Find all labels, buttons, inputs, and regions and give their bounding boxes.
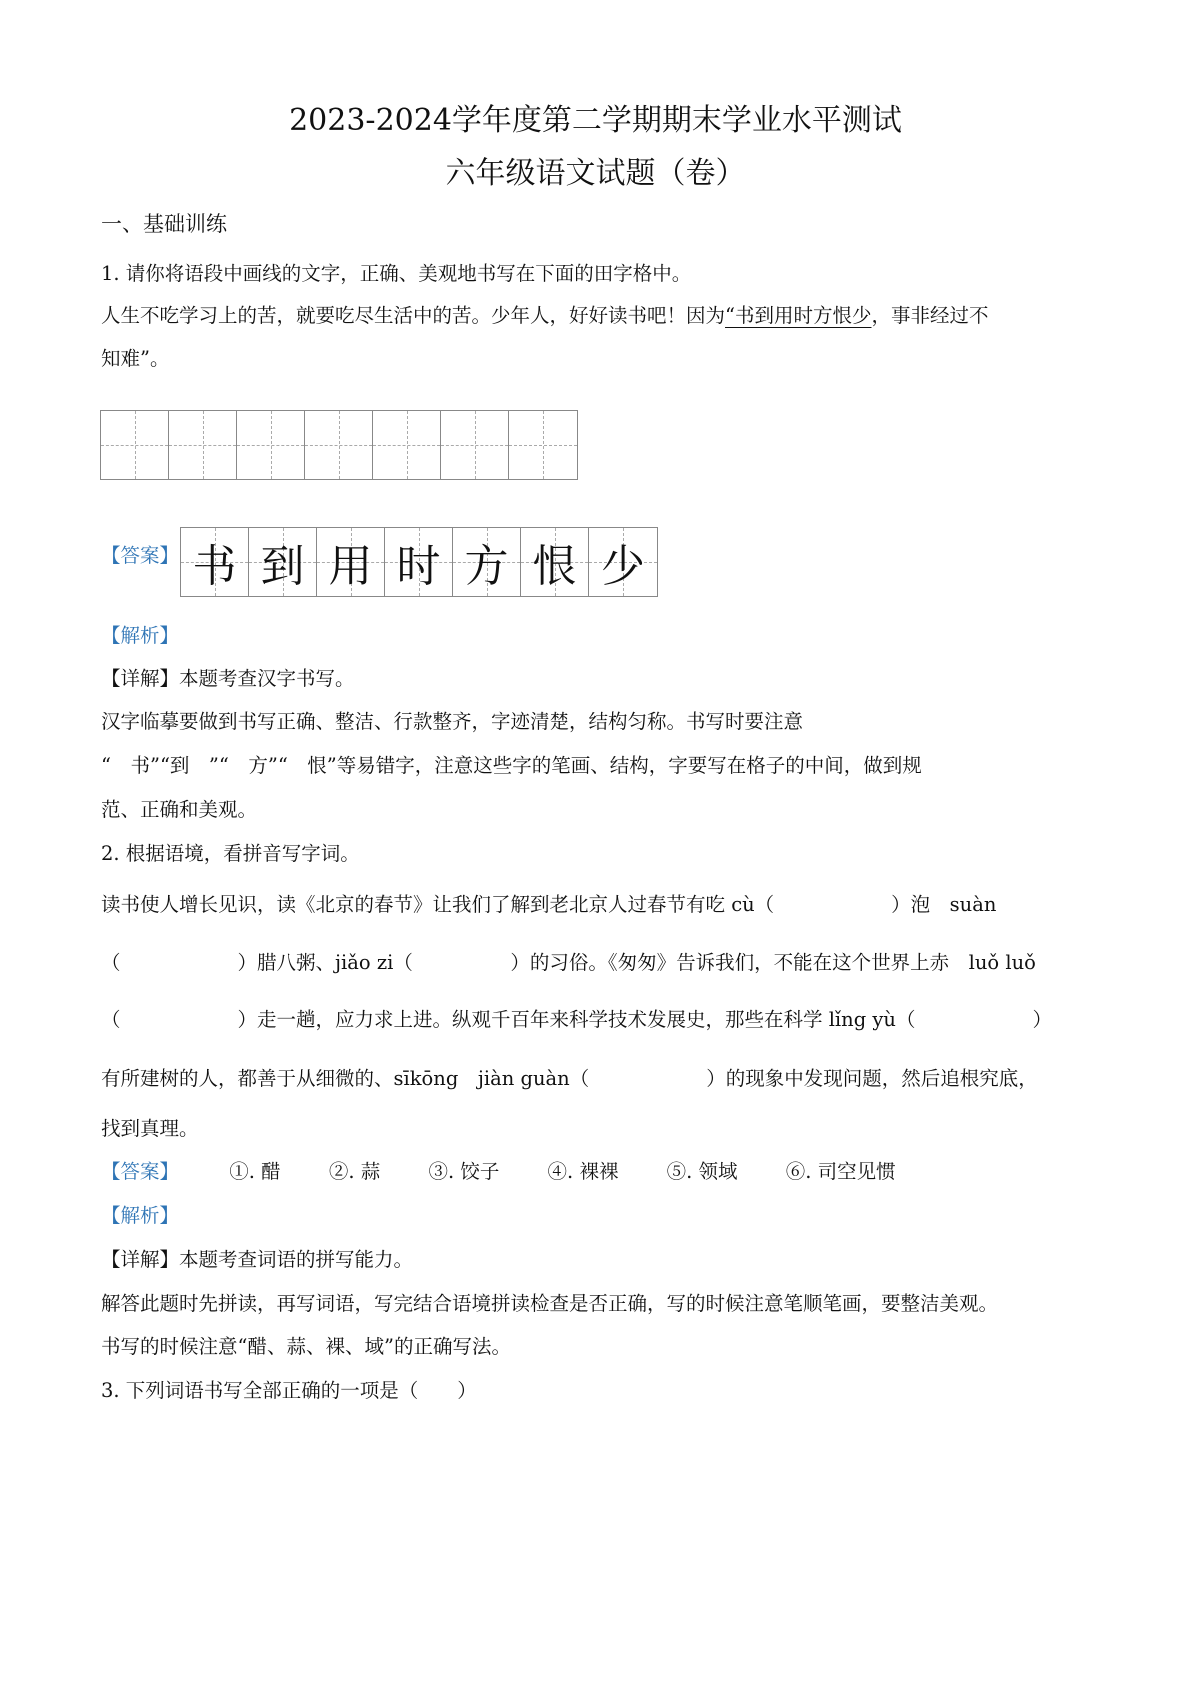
q1-detail bbox=[101, 663, 355, 691]
q2-line-1: 读书使人增长见识，读《北京的春节》让我们了解到老北京人过春节有吃 cù（ ）泡 suàn bbox=[101, 893, 997, 916]
detail-label: 【详解】 bbox=[101, 667, 180, 690]
q1-explain-1: 汉字临摹要做到书写正确、整洁、行款整齐，字迹清楚，结构匀称。书写时要注意 bbox=[101, 710, 804, 733]
answer-writing-grid bbox=[180, 527, 658, 597]
q2-detail bbox=[101, 1244, 413, 1272]
section-heading: 一、基础训练 bbox=[101, 212, 227, 236]
answer-char: 书 bbox=[192, 541, 237, 592]
q3-question: 3. 下列词语书写全部正确的一项是（ ） bbox=[101, 1379, 477, 1402]
empty-writing-grid bbox=[100, 410, 578, 480]
answer-cell bbox=[385, 528, 453, 596]
q2-line-3: （ ）走一趟，应力求上进。纵观千百年来科学技术发展史，那些在科学 lǐng yù（ ） bbox=[101, 1008, 1052, 1031]
q1-explain-2: “ 书”“到 ”“ 方”“ 恨”等易错字，注意这些字的笔画、结构，字要写在格子的中间，做到规 bbox=[101, 754, 922, 777]
writing-cell[interactable] bbox=[441, 411, 509, 479]
answer-cell bbox=[589, 528, 657, 596]
answer-item: ①. 醋 bbox=[229, 1160, 281, 1183]
q1-passage-text: 人生不吃学习上的苦，就要吃尽生活中的苦。少年人，好好读书吧！因为 bbox=[101, 304, 726, 327]
q2-answer-list bbox=[229, 1160, 937, 1183]
answer-item: ⑤. 领域 bbox=[666, 1160, 738, 1183]
answer-item: ⑥. 司空见惯 bbox=[785, 1160, 896, 1183]
q1-passage-text-end: ，事非经过不 bbox=[871, 304, 989, 327]
writing-cell[interactable] bbox=[237, 411, 305, 479]
q2-explain-2: 书写的时候注意“醋、蒜、裸、域”的正确写法。 bbox=[101, 1335, 511, 1358]
q1-analysis-label: 【解析】 bbox=[101, 624, 180, 647]
answer-item: ②. 蒜 bbox=[328, 1160, 381, 1183]
writing-cell[interactable] bbox=[509, 411, 577, 479]
q2-line-5: 找到真理。 bbox=[101, 1117, 199, 1140]
answer-cell bbox=[453, 528, 521, 596]
answer-cell bbox=[521, 528, 589, 596]
writing-cell[interactable] bbox=[373, 411, 441, 479]
writing-cell[interactable] bbox=[101, 411, 169, 479]
q1-passage bbox=[101, 300, 989, 328]
q1-answer-label: 【答案】 bbox=[101, 544, 180, 567]
detail-text: 本题考查汉字书写。 bbox=[179, 667, 355, 690]
detail-text: 本题考查词语的拼写能力。 bbox=[179, 1248, 414, 1271]
q2-analysis-label: 【解析】 bbox=[101, 1204, 180, 1227]
detail-label: 【详解】 bbox=[101, 1248, 180, 1271]
answer-cell bbox=[181, 528, 249, 596]
q2-line-2: （ ）腊八粥、jiǎo zi（ ）的习俗。《匆匆》告诉我们，不能在这个世界上赤 luǒ luǒ bbox=[101, 951, 1036, 974]
answer-char: 少 bbox=[601, 541, 645, 592]
q1-explain-3: 范、正确和美观。 bbox=[101, 798, 258, 821]
q1-question: 1. 请你将语段中画线的文字，正确、美观地书写在下面的田字格中。 bbox=[101, 262, 692, 285]
answer-char: 恨 bbox=[532, 541, 577, 592]
q1-passage-line2: 知难”。 bbox=[101, 347, 170, 370]
exam-title: 2023-2024学年度第二学期期末学业水平测试 bbox=[289, 103, 902, 138]
answer-cell bbox=[317, 528, 385, 596]
answer-item: ③. 饺子 bbox=[428, 1160, 500, 1183]
answer-item: ④. 裸裸 bbox=[547, 1160, 619, 1183]
answer-char: 用 bbox=[328, 541, 373, 592]
q2-answer-row bbox=[101, 1156, 938, 1184]
q2-explain-1: 解答此题时先拼读，再写词语，写完结合语境拼读检查是否正确，写的时候注意笔顺笔画，要整洁美观。 bbox=[101, 1292, 999, 1315]
answer-char: 时 bbox=[396, 541, 441, 592]
q2-answer-label: 【答案】 bbox=[101, 1160, 180, 1183]
answer-cell bbox=[249, 528, 317, 596]
writing-cell[interactable] bbox=[169, 411, 237, 479]
answer-char: 方 bbox=[464, 541, 509, 592]
writing-cell[interactable] bbox=[305, 411, 373, 479]
answer-char: 到 bbox=[260, 541, 305, 592]
q2-line-4: 有所建树的人，都善于从细微的、sīkōng jiàn guàn（ ）的现象中发现问题，然后追根究底， bbox=[101, 1067, 1038, 1090]
q2-question: 2. 根据语境，看拼音写字词。 bbox=[101, 842, 360, 865]
q1-underlined-text: “书到用时方恨少 bbox=[725, 304, 872, 327]
exam-subtitle: 六年级语文试题（卷） bbox=[445, 156, 746, 191]
